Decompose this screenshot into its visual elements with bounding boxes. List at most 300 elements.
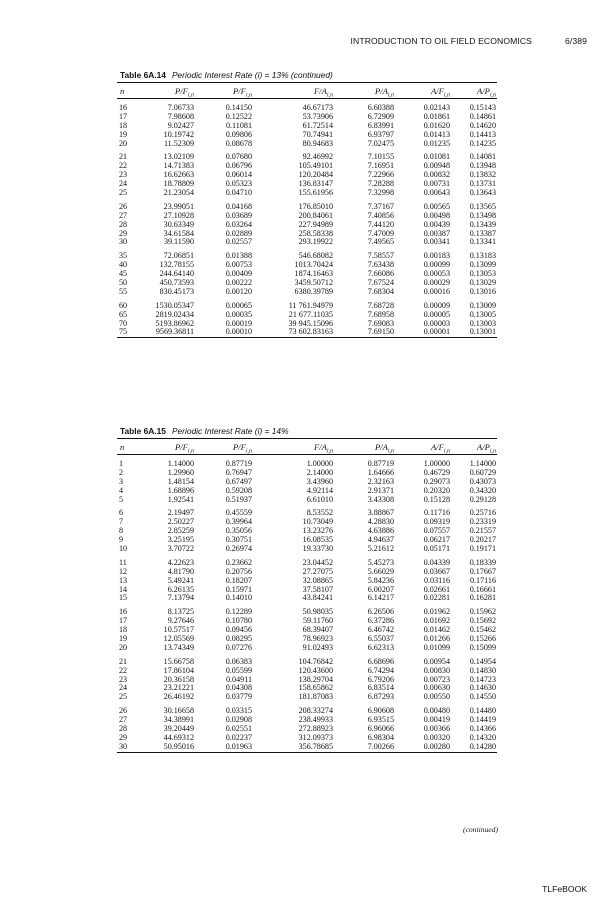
interest-table-14	[117, 438, 497, 753]
table-cell: 1.00000	[306, 459, 333, 468]
table-row	[117, 211, 497, 220]
table-cell: 0.17116	[469, 575, 496, 585]
table-cell: 5.49241	[167, 575, 194, 585]
table-cell: 0.03315	[225, 706, 252, 716]
table-cell: 0.00565	[423, 201, 450, 211]
table-row	[117, 733, 497, 742]
table-cell: 80.94683	[302, 138, 333, 148]
table-cell: 0.29073	[423, 476, 450, 486]
footer-watermark: TLFeBOOK	[542, 884, 587, 894]
table-cell: 0.23662	[225, 557, 252, 567]
table-cell: 120.20484	[298, 170, 333, 180]
table-cell: 0.01388	[225, 251, 252, 261]
table-cell: 23.21221	[163, 683, 194, 693]
table-row	[117, 675, 497, 684]
table-row	[117, 477, 497, 486]
table-cell: 7.28288	[367, 179, 394, 189]
table-cell: 0.14723	[469, 674, 496, 684]
table-cell: 0.19171	[469, 544, 496, 554]
table-cell: 9.02427	[167, 120, 194, 130]
running-header-title: INTRODUCTION TO OIL FIELD ECONOMICS	[350, 36, 532, 46]
table-cell: 450.73593	[159, 278, 194, 288]
table-cell: 24	[119, 683, 128, 693]
table-cell: 21	[119, 656, 128, 666]
table-caption-text: Periodic Interest Rate (i) = 14%	[171, 426, 289, 436]
table-cell: 1	[119, 459, 124, 468]
table-cell: 0.06796	[225, 161, 252, 171]
table-cell: 0.00065	[225, 300, 252, 310]
table-cell: 0.67497	[225, 476, 252, 486]
table-cell: 0.01235	[423, 138, 450, 148]
table-cell: 7.47009	[367, 228, 394, 238]
table-cell: 0.00550	[423, 692, 450, 702]
table-row	[117, 625, 497, 634]
table-cell: 61.72514	[302, 120, 333, 130]
table-cell: 0.04308	[225, 683, 252, 693]
table-cell: 25	[119, 692, 128, 702]
table-cell: 0.46729	[423, 467, 450, 477]
table-cell: 23	[119, 674, 128, 684]
table-cell: 7.32998	[367, 188, 394, 198]
column-header: $P/F_{i,n}$	[174, 86, 194, 99]
table-cell: 5.84236	[367, 575, 394, 585]
table-cell: 0.29128	[469, 494, 496, 504]
table-row	[117, 103, 497, 112]
table-cell: 0.15692	[469, 616, 496, 626]
table-cell: 0.26974	[225, 544, 252, 554]
table-cell: 30.63349	[163, 219, 194, 229]
table-cell: 73 602.83163	[288, 327, 333, 337]
table-cell: 0.13029	[469, 278, 496, 288]
table-cell: 27	[119, 210, 128, 220]
table-cell: 208.33274	[298, 706, 333, 716]
table-cell: 0.00099	[423, 260, 450, 270]
table-cell: 2.19497	[167, 508, 194, 518]
table-cell: 136.83147	[298, 179, 333, 189]
table-cell: 0.14620	[469, 120, 496, 130]
table-cell: 70	[119, 318, 128, 328]
row-group	[117, 653, 497, 702]
table-cell: 10.19742	[163, 129, 194, 139]
table-cell: 0.01963	[225, 741, 252, 751]
table-cell: 29	[119, 228, 128, 238]
table-cell: 0.13948	[469, 161, 496, 171]
table-cell: 7.69083	[367, 318, 394, 328]
row-group	[117, 247, 497, 296]
table-cell: 20	[119, 642, 128, 652]
table-cell: 6.96066	[367, 724, 394, 734]
table-cell: 28	[119, 724, 128, 734]
table-cell: 238.49933	[298, 715, 333, 725]
table-cell: 0.17667	[469, 566, 496, 576]
table-cell: 9.27646	[167, 616, 194, 626]
table-cell: 7.68728	[367, 300, 394, 310]
table-cell: 0.00010	[225, 327, 252, 337]
table-cell: 0.15462	[469, 625, 496, 635]
table-cell: 8.53552	[306, 508, 333, 518]
table-cell: 0.11716	[423, 508, 450, 518]
table-cell: 0.12289	[225, 607, 252, 617]
table-cell: 19.33730	[302, 544, 333, 554]
table-cell: 830.45173	[159, 286, 194, 296]
table-cell: 27	[119, 715, 128, 725]
table-cell: 0.76947	[225, 467, 252, 477]
table-row	[117, 269, 497, 278]
table-cell: 0.13731	[469, 179, 496, 189]
table-row	[117, 742, 497, 751]
column-header-subscript: i,n	[443, 448, 450, 455]
table-cell: 0.18339	[469, 557, 496, 567]
table-cell: 13.02109	[163, 152, 194, 162]
table-cell: 0.00019	[225, 318, 252, 328]
table-cell: 7.69150	[367, 327, 394, 337]
table-row	[117, 576, 497, 585]
table-cell: 0.02143	[423, 103, 450, 112]
table-cell: 0.13183	[469, 251, 496, 261]
table-cell: 0.01266	[423, 634, 450, 644]
table-cell: 32.08865	[302, 575, 333, 585]
table-cell: 3.70722	[167, 544, 194, 554]
table-cell: 0.00630	[423, 683, 450, 693]
table-cell: 0.13387	[469, 228, 496, 238]
table-cell: 176.85010	[298, 201, 333, 211]
table-cell: 0.00948	[423, 161, 450, 171]
table-cell: 0.02661	[423, 584, 450, 594]
table-row	[117, 161, 497, 170]
table-cell: 0.00387	[423, 228, 450, 238]
table-cell: 0.03116	[423, 575, 450, 585]
table-row	[117, 724, 497, 733]
table-header-row	[117, 439, 497, 454]
table-cell: 0.00341	[423, 237, 450, 247]
table-cell: 14	[119, 584, 128, 594]
table-cell: 0.00001	[423, 327, 450, 337]
table-cell: 23	[119, 170, 128, 180]
table-cell: 1.14000	[167, 459, 194, 468]
table-cell: 5.21612	[367, 544, 394, 554]
table-cell: 0.05599	[225, 665, 252, 675]
table-row	[117, 643, 497, 652]
table-cell: 0.13832	[469, 170, 496, 180]
table-cell: 3.25195	[167, 535, 194, 545]
table-cell: 0.01081	[423, 152, 450, 162]
table-cell: 23.04452	[302, 557, 333, 567]
table-cell: 0.01692	[423, 616, 450, 626]
column-header: $A/P_{i,n}$	[476, 442, 496, 455]
table-bottom-rule	[117, 337, 497, 338]
table-cell: 0.03264	[225, 219, 252, 229]
table-cell: 7.66086	[367, 269, 394, 279]
table-cell: 0.15143	[469, 103, 496, 112]
table-cell: 2819.02434	[155, 309, 194, 319]
table-cell: 21	[119, 152, 128, 162]
table-cell: 11.52309	[163, 138, 194, 148]
table-cell: 0.13498	[469, 210, 496, 220]
table-cell: 356.78685	[298, 741, 333, 751]
table-cell: 70.74941	[302, 129, 333, 139]
table-cell: 0.13016	[469, 286, 496, 296]
table-cell: 0.14235	[469, 138, 496, 148]
table-cell: 0.01962	[423, 607, 450, 617]
table-cell: 4.81790	[167, 566, 194, 576]
table-cell: 50	[119, 278, 128, 288]
interest-table-13	[117, 82, 497, 338]
table-cell: 0.00731	[423, 179, 450, 189]
table-cell: 0.09319	[423, 517, 450, 527]
table-cell: 104.76842	[298, 656, 333, 666]
table-row	[117, 237, 497, 246]
table-row	[117, 179, 497, 188]
table-cell: 46.67173	[302, 103, 333, 112]
column-header: $A/F_{i,n}$	[430, 442, 450, 455]
table-cell: 0.21557	[469, 526, 496, 536]
table-cell: 7.02475	[367, 138, 394, 148]
table-row	[117, 310, 497, 319]
table-cell: 0.00005	[423, 309, 450, 319]
table-cell: 2.32163	[367, 476, 394, 486]
table-cell: 6.93515	[367, 715, 394, 725]
table-cell: 155.61956	[298, 188, 333, 198]
table-cell: 0.09456	[225, 625, 252, 635]
table-cell: 0.51937	[225, 494, 252, 504]
table-cell: 4.94637	[367, 535, 394, 545]
table-cell: 1.00000	[423, 459, 450, 468]
row-group	[117, 297, 497, 338]
table-cell: 6380.39789	[294, 286, 333, 296]
table-cell: 17	[119, 616, 128, 626]
table-caption	[120, 426, 289, 436]
table-cell: 6.60388	[367, 103, 394, 112]
table-label: Table 6A.14	[120, 70, 166, 80]
table-cell: 0.45559	[225, 508, 252, 518]
table-row	[117, 607, 497, 616]
table-cell: 546.68082	[298, 251, 333, 261]
table-cell: 0.00439	[423, 219, 450, 229]
table-row	[117, 558, 497, 567]
table-cell: 7.49565	[367, 237, 394, 247]
table-cell: 0.35056	[225, 526, 252, 536]
table-cell: 59.11760	[302, 616, 333, 626]
table-cell: 18.78809	[163, 179, 194, 189]
table-cell: 0.87719	[225, 459, 252, 468]
table-cell: 4.22623	[167, 557, 194, 567]
table-row	[117, 715, 497, 724]
table-cell: 30	[119, 237, 128, 247]
table-cell: 34.38991	[163, 715, 194, 725]
table-cell: 72.06851	[163, 251, 194, 261]
table-cell: 0.23319	[469, 517, 496, 527]
table-cell: 0.00009	[423, 300, 450, 310]
table-row	[117, 526, 497, 535]
table-cell: 13	[119, 575, 128, 585]
table-cell: 19	[119, 129, 128, 139]
table-cell: 0.01099	[423, 642, 450, 652]
table-cell: 0.04911	[225, 674, 252, 684]
row-group	[117, 198, 497, 247]
table-cell: 3.43308	[367, 494, 394, 504]
table-cell: 17	[119, 111, 128, 121]
table-cell: 0.01620	[423, 120, 450, 130]
table-cell: 25	[119, 188, 128, 198]
table-cell: 50.95016	[163, 741, 194, 751]
table-cell: 0.06217	[423, 535, 450, 545]
table-cell: 10	[119, 544, 128, 554]
table-cell: 0.14419	[469, 715, 496, 725]
table-cell: 55	[119, 286, 128, 296]
table-cell: 0.13099	[469, 260, 496, 270]
table-cell: 7.10155	[367, 152, 394, 162]
table-cell: 18	[119, 625, 128, 635]
table-caption-text: Periodic Interest Rate (i) = 13% (continued)	[171, 70, 333, 80]
table-cell: 1.64666	[367, 467, 394, 477]
table-cell: 16.62663	[163, 170, 194, 180]
table-cell: 7.13794	[167, 593, 194, 603]
table-cell: 10.57517	[163, 625, 194, 635]
table-cell: 26	[119, 201, 128, 211]
table-row	[117, 170, 497, 179]
table-cell: 0.03667	[423, 566, 450, 576]
table-cell: 0.00498	[423, 210, 450, 220]
table-row	[117, 706, 497, 715]
table-row	[117, 152, 497, 161]
table-cell: 15.66758	[163, 656, 194, 666]
table-cell: 26.46192	[163, 692, 194, 702]
table-cell: 0.07557	[423, 526, 450, 536]
table-cell: 0.13003	[469, 318, 496, 328]
table-cell: 16.08535	[302, 535, 333, 545]
table-cell: 19	[119, 634, 128, 644]
table-cell: 120.43600	[298, 665, 333, 675]
table-cell: 0.14630	[469, 683, 496, 693]
table-cell: 0.25716	[469, 508, 496, 518]
table-cell: 6.74294	[367, 665, 394, 675]
table-cell: 2.91371	[367, 485, 394, 495]
table-cell: 1.14000	[469, 459, 496, 468]
table-row	[117, 202, 497, 211]
table-cell: 7.98608	[167, 111, 194, 121]
table-cell: 7.37167	[367, 201, 394, 211]
table-cell: 0.14010	[225, 593, 252, 603]
table-cell: 11 761.94979	[288, 300, 333, 310]
table-cell: 0.01413	[423, 129, 450, 139]
table-cell: 3459.50712	[294, 278, 333, 288]
table-cell: 0.00954	[423, 656, 450, 666]
table-cell: 0.14954	[469, 656, 496, 666]
table-cell: 258.58338	[298, 228, 333, 238]
table-row	[117, 657, 497, 666]
column-header: $F/A_{i,n}$	[313, 86, 333, 99]
table-cell: 3.88867	[367, 508, 394, 518]
table-cell: 0.08678	[225, 138, 252, 148]
table-cell: 1530.05347	[155, 300, 194, 310]
column-header: $A/P_{i,n}$	[476, 86, 496, 99]
table-cell: 65	[119, 309, 128, 319]
table-cell: 7.58557	[367, 251, 394, 261]
table-row	[117, 188, 497, 197]
column-header: $P/A_{i,n}$	[374, 86, 394, 99]
row-group	[117, 603, 497, 652]
table-cell: 7.67524	[367, 278, 394, 288]
table-cell: 7.63438	[367, 260, 394, 270]
table-cell: 0.13439	[469, 219, 496, 229]
table-cell: 7	[119, 517, 124, 527]
table-cell: 312.09373	[298, 732, 333, 742]
table-cell: 0.00753	[225, 260, 252, 270]
column-header: $P/F_{i,n}$	[232, 442, 252, 455]
table-row	[117, 229, 497, 238]
table-cell: 0.16661	[469, 584, 496, 594]
table-cell: 0.02281	[423, 593, 450, 603]
table-cell: 53.73906	[302, 111, 333, 121]
table-cell: 0.18207	[225, 575, 252, 585]
table-cell: 9569.36811	[155, 327, 194, 337]
table-cell: 0.60729	[469, 467, 496, 477]
table-cell: 35	[119, 251, 128, 261]
table-cell: 1.68896	[167, 485, 194, 495]
table-row	[117, 112, 497, 121]
table-row	[117, 567, 497, 576]
table-cell: 16	[119, 607, 128, 617]
table-cell: 21 677.11035	[288, 309, 333, 319]
table-cell: 138.29704	[298, 674, 333, 684]
table-row	[117, 544, 497, 553]
table-cell: 27.27075	[302, 566, 333, 576]
table-row	[117, 616, 497, 625]
table-cell: 0.11081	[225, 120, 252, 130]
table-cell: 6.00207	[367, 584, 394, 594]
table-cell: 0.00222	[225, 278, 252, 288]
table-cell: 0.00120	[225, 286, 252, 296]
table-cell: 181.87083	[298, 692, 333, 702]
table-cell: 227.94989	[298, 219, 333, 229]
table-cell: 1.92541	[167, 494, 194, 504]
table-cell: 39 945.15096	[288, 318, 333, 328]
table-cell: 10.73049	[302, 517, 333, 527]
table-row	[117, 683, 497, 692]
table-cell: 0.00053	[423, 269, 450, 279]
table-cell: 18	[119, 120, 128, 130]
table-cell: 0.15266	[469, 634, 496, 644]
table-cell: 30	[119, 741, 128, 751]
table-cell: 0.01861	[423, 111, 450, 121]
table-cell: 0.34320	[469, 485, 496, 495]
table-cell: 0.13053	[469, 269, 496, 279]
continued-note: (continued)	[462, 825, 498, 834]
table-cell: 0.00003	[423, 318, 450, 328]
table-cell: 6.14217	[367, 593, 394, 603]
table-cell: 11	[119, 557, 127, 567]
table-cell: 17.86104	[163, 665, 194, 675]
table-cell: 0.13643	[469, 188, 496, 198]
table-row	[117, 220, 497, 229]
table-cell: 0.14366	[469, 724, 496, 734]
table-cell: 244.64140	[159, 269, 194, 279]
table-cell: 0.05323	[225, 179, 252, 189]
table-cell: 0.13341	[469, 237, 496, 247]
table-cell: 0.14413	[469, 129, 496, 139]
table-cell: 0.00409	[225, 269, 252, 279]
row-group	[117, 455, 497, 504]
table-cell: 0.06014	[225, 170, 252, 180]
table-cell: 92.46992	[302, 152, 333, 162]
table-cell: 22	[119, 665, 128, 675]
column-header-subscript: i,n	[387, 448, 394, 455]
table-cell: 75	[119, 327, 128, 337]
table-row	[117, 508, 497, 517]
table-cell: 6.26506	[367, 607, 394, 617]
column-header-subscript: i,n	[387, 92, 394, 99]
table-cell: 7.16951	[367, 161, 394, 171]
